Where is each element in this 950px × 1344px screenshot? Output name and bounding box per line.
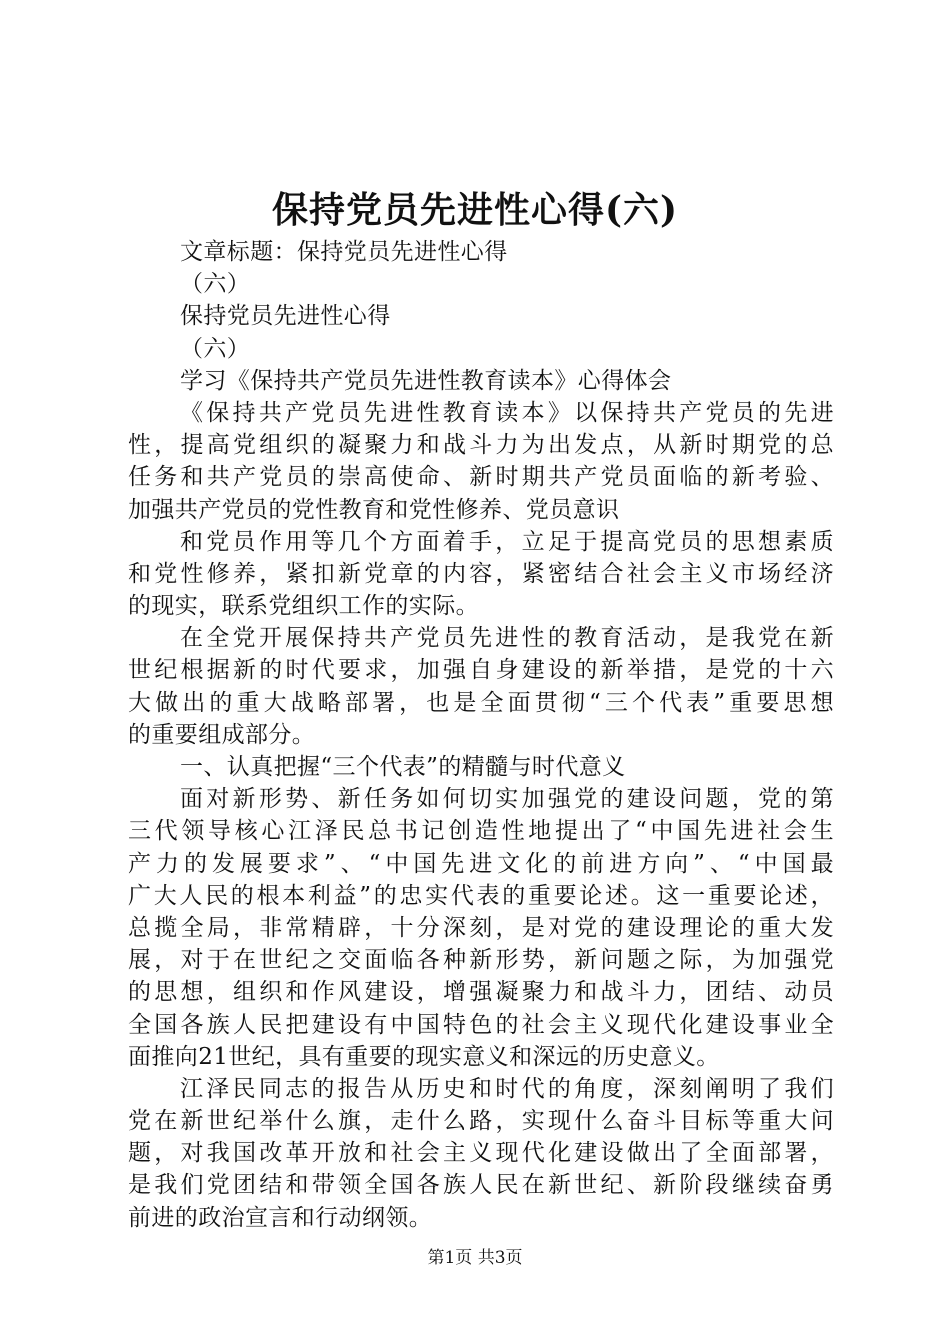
text-line: 《保持共产党员先进性教育读本》以保持共产党员的先进: [180, 399, 834, 426]
document-body: [128, 236, 834, 1234]
text-line: 题，对我国改革开放和社会主义现代化建设做出了全面部署，: [128, 1140, 834, 1167]
text-line: 江泽民同志的报告从历史和时代的角度，深刻阐明了我们: [180, 1075, 834, 1102]
text-line: 在全党开展保持共产党员先进性的教育活动，是我党在新: [180, 625, 834, 652]
text-line: 党在新世纪举什么旗，走什么路，实现什么奋斗目标等重大问: [128, 1108, 834, 1135]
page-number: 第1页 共3页: [427, 1248, 523, 1268]
text-line: 一、认真把握“三个代表”的精髓与时代意义: [180, 754, 626, 780]
text-line: 三代领导核心江泽民总书记创造性地提出了“中国先进社会生: [128, 818, 834, 845]
text-line: 总揽全局，非常精辟，十分深刻，是对党的建设理论的重大发: [128, 914, 834, 941]
text-line: 大做出的重大战略部署，也是全面贯彻“三个代表”重要思想: [128, 689, 834, 716]
text-line: 和党员作用等几个方面着手，立足于提高党员的思想素质: [180, 528, 834, 555]
text-line: 任务和共产党员的崇高使命、新时期共产党员面临的新考验、: [128, 464, 834, 491]
text-line: 世纪根据新的时代要求，加强自身建设的新举措，是党的十六: [128, 657, 834, 684]
text-line: （六）: [180, 335, 251, 362]
text-line: 展，对于在世纪之交面临各种新形势，新问题之际，为加强党: [128, 947, 834, 974]
text-line: 的重要组成部分。: [128, 721, 316, 748]
text-line: 产力的发展要求”、“中国先进文化的前进方向”、“中国最: [128, 850, 834, 877]
text-line: 保持党员先进性心得: [180, 303, 391, 330]
text-line: 广大人民的根本利益”的忠实代表的重要论述。这一重要论述，: [128, 882, 834, 909]
text-line: 的思想，组织和作风建设，增强凝聚力和战斗力，团结、动员: [128, 979, 834, 1006]
text-line: 前进的政治宣言和行动纲领。: [128, 1204, 433, 1231]
text-line: 面推向21世纪，具有重要的现实意义和深远的历史意义。: [128, 1043, 720, 1070]
text-line: （六）: [180, 271, 251, 298]
text-line: 是我们党团结和带领全国各族人民在新世纪、新阶段继续奋勇: [128, 1172, 834, 1199]
text-line: 面对新形势、新任务如何切实加强党的建设问题，党的第: [180, 786, 834, 813]
text-line: 性，提高党组织的凝聚力和战斗力为出发点，从新时期党的总: [128, 432, 834, 459]
text-line: 学习《保持共产党员先进性教育读本》心得体会: [180, 367, 672, 394]
document-title: 保持党员先进性心得(六): [271, 189, 679, 231]
text-line: 加强共产党员的党性教育和党性修养、党员意识: [128, 496, 620, 523]
text-line: 的现实，联系党组织工作的实际。: [128, 593, 479, 620]
text-line: 和党性修养，紧扣新党章的内容，紧密结合社会主义市场经济: [128, 560, 834, 587]
text-line: 全国各族人民把建设有中国特色的社会主义现代化建设事业全: [128, 1011, 834, 1038]
text-line: 文章标题：保持党员先进性心得: [180, 239, 508, 265]
